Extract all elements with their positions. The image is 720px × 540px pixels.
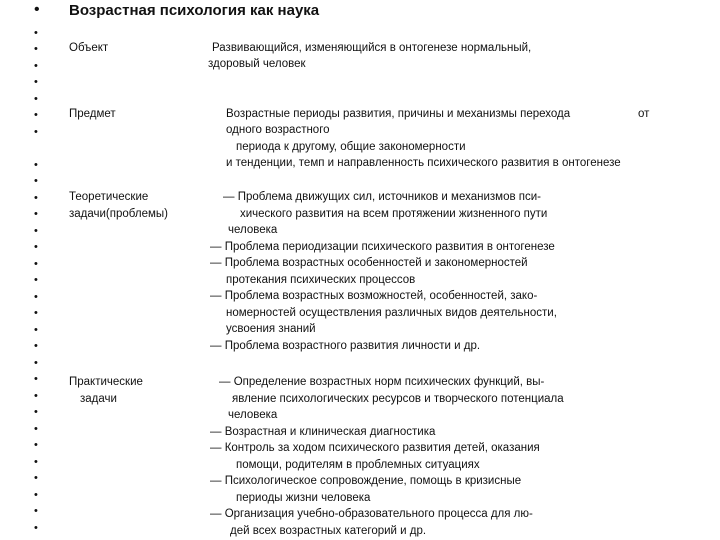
bullet-marker: • — [34, 340, 38, 352]
bullet-marker: • — [34, 456, 38, 468]
subject-text-line: периода к другому, общие закономерности — [236, 141, 466, 153]
practice-label: задачи — [80, 393, 117, 405]
theory-label: Теоретические — [69, 191, 149, 203]
theory-text-line: человека — [228, 224, 278, 236]
bullet-marker: • — [34, 43, 38, 55]
bullet-marker: • — [34, 192, 38, 204]
bullet-marker: • — [34, 93, 38, 105]
practice-text-line: помощи, родителям в проблемных ситуациях — [236, 459, 480, 471]
practice-text-line: — Контроль за ходом психического развития детей, оказания — [210, 442, 540, 454]
bullet-marker: • — [34, 1, 40, 18]
bullet-marker: • — [34, 241, 38, 253]
subject-label: Предмет — [69, 108, 116, 120]
subject-text-line: от — [638, 108, 650, 120]
bullet-marker: • — [34, 373, 38, 385]
bullet-marker: • — [34, 175, 38, 187]
theory-text-line: — Проблема движущих сил, источников и механизмов пси- — [223, 191, 541, 203]
bullet-marker: • — [34, 274, 38, 286]
bullet-marker: • — [34, 126, 38, 138]
theory-text-line: протекания психических процессов — [226, 274, 416, 286]
bullet-marker: • — [34, 225, 38, 237]
object-text-line: Развивающийся, изменяющийся в онтогенезе нормальный, — [212, 42, 532, 54]
theory-text-line: — Проблема возрастных особенностей и закономерностей — [210, 257, 528, 269]
slide-title: Возрастная психология как наука — [69, 2, 320, 19]
practice-text-line: дей всех возрастных категорий и др. — [230, 525, 427, 537]
bullet-marker: • — [34, 76, 38, 88]
bullet-marker: • — [34, 390, 38, 402]
bullet-marker: • — [34, 357, 38, 369]
subject-text-line: Возрастные периоды развития, причины и механизмы перехода — [226, 108, 571, 120]
bullet-marker: • — [34, 27, 38, 39]
theory-text-line: — Проблема возрастных возможностей, особенностей, зако- — [210, 290, 538, 302]
subject-text-line: и тенденции, темп и направленность психического развития в онтогенезе — [226, 157, 621, 169]
practice-text-line: явление психологических ресурсов и творческого потенциала — [232, 393, 564, 405]
practice-text-line: — Возрастная и клиническая диагностика — [210, 426, 436, 438]
practice-text-line: — Организация учебно-образовательного процесса для лю- — [210, 508, 533, 520]
subject-text-line: одного возрастного — [226, 124, 330, 136]
bullet-marker: • — [34, 291, 38, 303]
object-text-line: здоровый человек — [208, 58, 306, 70]
theory-text-line: номерностей осуществления различных видов деятельности, — [226, 307, 557, 319]
bullet-marker: • — [34, 208, 38, 220]
bullet-marker: • — [34, 522, 38, 534]
practice-label: Практические — [69, 376, 143, 388]
theory-text-line: — Проблема периодизации психического развития в онтогенезе — [210, 241, 555, 253]
bullet-marker: • — [34, 159, 38, 171]
bullet-marker: • — [34, 307, 38, 319]
practice-text-line: человека — [228, 409, 278, 421]
bullet-marker: • — [34, 406, 38, 418]
bullet-marker: • — [34, 505, 38, 517]
practice-text-line: — Психологическое сопровождение, помощь в кризисные — [210, 475, 522, 487]
bullet-marker: • — [34, 324, 38, 336]
theory-label: задачи(проблемы) — [69, 208, 168, 220]
theory-text-line: хического развития на всем протяжении жизненного пути — [240, 208, 548, 220]
object-label: Объект — [69, 42, 109, 54]
bullet-marker: • — [34, 423, 38, 435]
practice-text-line: — Определение возрастных норм психических функций, вы- — [219, 376, 545, 388]
bullet-marker: • — [34, 472, 38, 484]
bullet-marker: • — [34, 60, 38, 72]
bullet-marker: • — [34, 489, 38, 501]
theory-text-line: — Проблема возрастного развития личности и др. — [210, 340, 481, 352]
theory-text-line: усвоения знаний — [226, 323, 316, 335]
bullet-marker: • — [34, 258, 38, 270]
bullet-marker: • — [34, 439, 38, 451]
practice-text-line: периоды жизни человека — [236, 492, 371, 504]
bullet-marker: • — [34, 109, 38, 121]
